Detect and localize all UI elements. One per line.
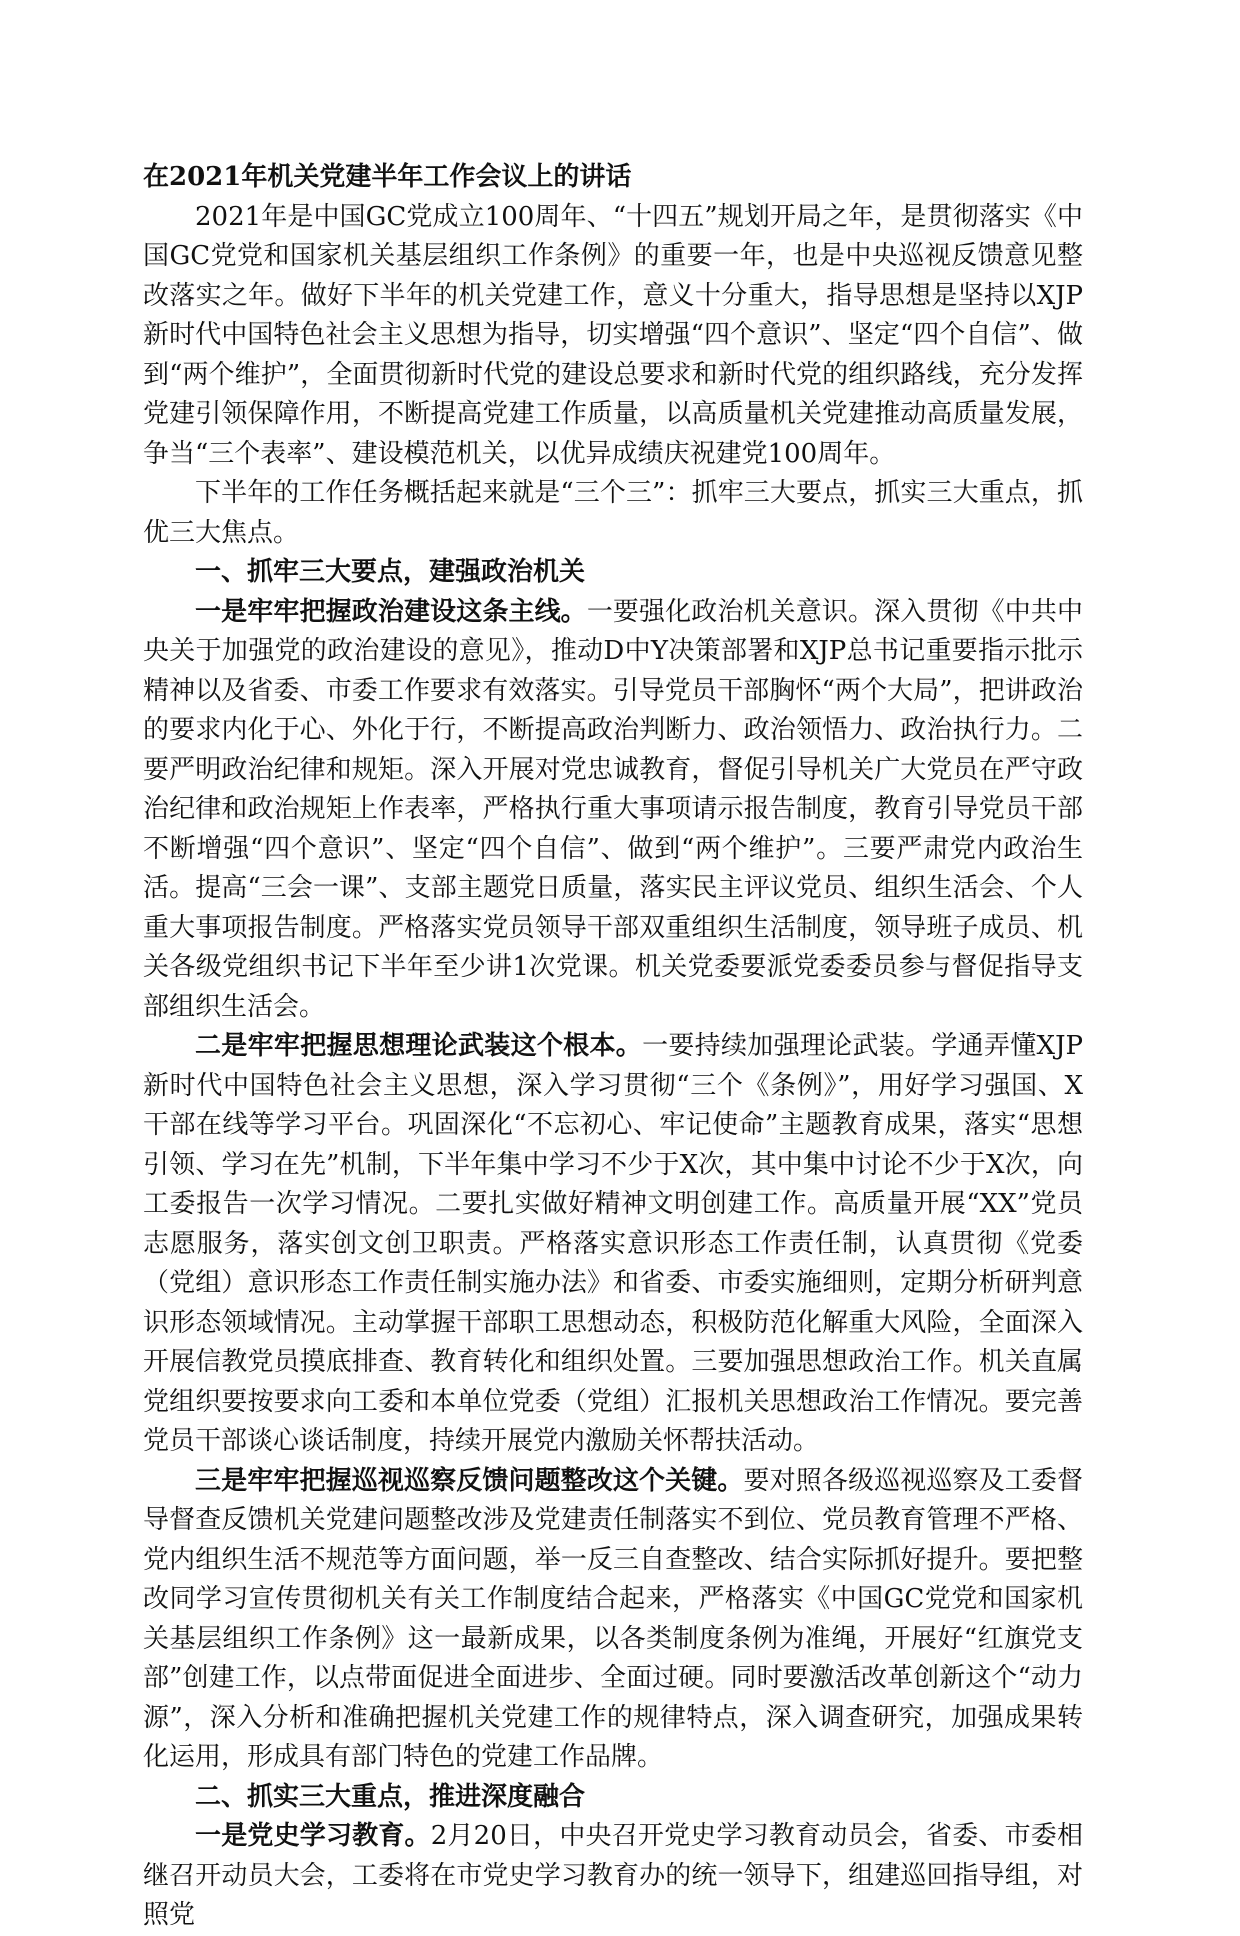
section-2-paragraph-1 [143, 1817, 1083, 1936]
section-2-paragraph-1-lead: 一是党史学习教育。 [195, 1821, 431, 1851]
document-title: 在2021年机关党建半年工作会议上的讲话 [143, 162, 632, 192]
section-1-paragraph-3-lead: 三是牢牢把握巡视巡察反馈问题整改这个关键。 [195, 1465, 744, 1496]
section-1-paragraph-1-body: 一要强化政治机关意识。深入贯彻《中共中央关于加强党的政治建设的意见》，推动D中Y决策部署和XJP总书记重要指示批示精神以及省委、市委工作要求有效落实。引导党员干部胸怀“两个大局”，把讲政治的要求内化于心、外化于行，不断提高政治判断力、政治领悟力、政治执行力。二要严明政治纪律和规矩。深入开展对党忠诚教育，督促引导机关广大党员在严守政治纪律和政治规矩上作表率，严格执行重大事项请示报告制度，教育引导党员干部不断增强“四个意识”、坚定“四个自信”、做到“两个维护”。三要严肃党内政治生活。提高“三会一课”、支部主题党日质量，落实民主评议党员、组织生活会、个人重大事项报告制度。严格落实党员领导干部双重组织生活制度，领导班子成员、机关各级党组织书记下半年至少讲1次党课。机关党委要派党委委员参与督促指导支部组织生活会。 [143, 596, 1083, 1022]
intro-paragraph-2: 下半年的工作任务概括起来就是“三个三”：抓牢三大要点，抓实三大重点，抓优三大焦点。 [143, 478, 1083, 548]
section-1-paragraph-2-body: 一要持续加强理论武装。学通弄懂XJP新时代中国特色社会主义思想，深入学习贯彻“三个《条例》”，用好学习强国、X干部在线等学习平台。巩固深化“不忘初心、牢记使命”主题教育成果，落实“思想引领、学习在先”机制，下半年集中学习不少于X次，其中集中讨论不少于X次，向工委报告一次学习情况。二要扎实做好精神文明创建工作。高质量开展“XX”党员志愿服务，落实创文创卫职责。严格落实意识形态工作责任制，认真贯彻《党委（党组）意识形态工作责任制实施办法》和省委、市委实施细则，定期分析研判意识形态领域情况。主动掌握干部职工思想动态，积极防范化解重大风险，全面深入开展信教党员摸底排查、教育转化和组织处置。三要加强思想政治工作。机关直属党组织要按要求向工委和本单位党委（党组）汇报机关思想政治工作情况。要完善党员干部谈心谈话制度，持续开展党内激励关怀帮扶活动。 [143, 1031, 1083, 1456]
section-1-paragraph-2 [143, 1027, 1083, 1462]
section-1-paragraph-3 [143, 1462, 1083, 1778]
section-1-paragraph-3-body: 要对照各级巡视巡察及工委督导督查反馈机关党建问题整改涉及党建责任制落实不到位、党员教育管理不严格、党内组织生活不规范等方面问题，举一反三自查整改、结合实际抓好提升。要把整改同学习宣传贯彻机关有关工作制度结合起来，严格落实《中国GC党党和国家机关基层组织工作条例》这一最新成果，以各类制度条例为准绳，开展好“红旗党支部”创建工作，以点带面促进全面进步、全面过硬。同时要激活改革创新这个“动力源”，深入分析和准确把握机关党建工作的规律特点，深入调查研究，加强成果转化运用，形成具有部门特色的党建工作品牌。 [143, 1465, 1083, 1772]
document-page [143, 158, 1083, 1936]
section-1-paragraph-1-lead: 一是牢牢把握政治建设这条主线。 [195, 596, 587, 627]
section-2-paragraph-1-body: 2月20日，中央召开党史学习教育动员会，省委、市委相继召开动员大会，工委将在市党史学习教育办的统一领导下，组建巡回指导组，对照党 [143, 1821, 1083, 1930]
intro-paragraph-1: 2021年是中国GC党成立100周年、“十四五”规划开局之年，是贯彻落实《中国GC党党和国家机关基层组织工作条例》的重要一年，也是中央巡视反馈意见整改落实之年。做好下半年的机关党建工作，意义十分重大，指导思想是坚持以XJP新时代中国特色社会主义思想为指导，切实增强“四个意识”、坚定“四个自信”、做到“两个维护”，全面贯彻新时代党的建设总要求和新时代党的组织路线，充分发挥党建引领保障作用，不断提高党建工作质量，以高质量机关党建推动高质量发展，争当“三个表率”、建设模范机关，以优异成绩庆祝建党100周年。 [143, 201, 1083, 469]
section-1-paragraph-2-lead: 二是牢牢把握思想理论武装这个根本。 [195, 1031, 643, 1061]
section-1-paragraph-1 [143, 593, 1083, 1028]
section-1-heading: 一、抓牢三大要点，建强政治机关 [195, 557, 586, 587]
section-2-heading: 二、抓实三大重点，推进深度融合 [195, 1781, 586, 1812]
